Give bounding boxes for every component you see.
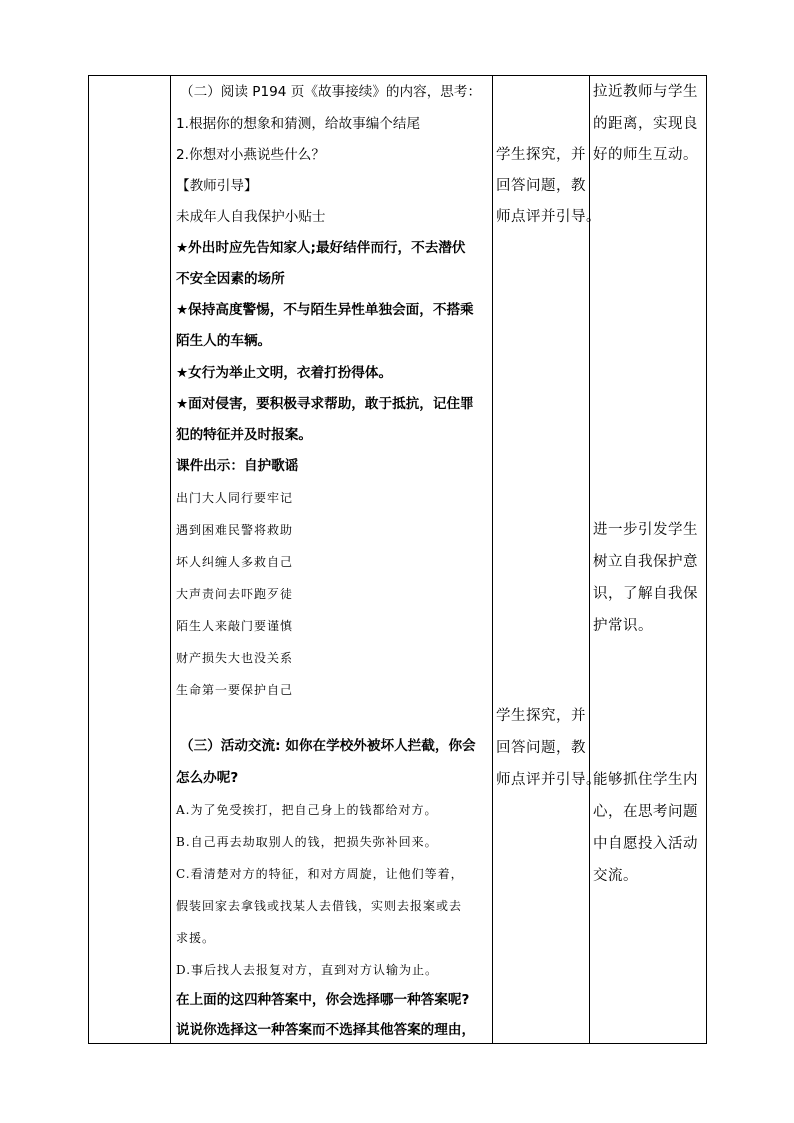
activity-line: 师点评并引导。 — [496, 772, 601, 788]
intent-line: 拉近教师与学生 — [593, 84, 698, 100]
lesson-plan-table — [88, 75, 707, 1044]
guide-label: 【教师引导】 — [176, 178, 258, 194]
option-b: B.自己再去劫取别人的钱，把损失弥补回来。 — [176, 835, 438, 849]
section3-heading-line-1: （三）活动交流: 如你在学校外被坏人拦截，你会 — [180, 738, 476, 754]
design-intent-column — [589, 76, 708, 1043]
closing-question-line-1: 在上面的这四种答案中，你会选择哪一种答案呢? — [176, 992, 470, 1008]
activity-line: 学生探究，并 — [496, 708, 586, 724]
tip-3: ★女行为举止文明，衣着打扮得体。 — [176, 365, 393, 381]
tip-2-line-1: ★保持高度警惕，不与陌生异性单独会面，不搭乘 — [176, 302, 474, 318]
tip-2-line-2: 陌生人的车辆。 — [176, 333, 272, 349]
activity-line: 学生探究，并 — [496, 147, 586, 163]
intent-line: 能够抓住学生内 — [593, 772, 698, 788]
closing-question-line-2: 说说你选择这一种答案而不选择其他答案的理由， — [176, 1022, 476, 1038]
intent-line: 进一步引发学生 — [593, 522, 698, 538]
activity-line: 回答问题，教 — [496, 178, 586, 194]
empty-column — [89, 76, 170, 1043]
tip-1-line-2: 不安全因素的场所 — [176, 271, 285, 287]
question-2: 2.你想对小燕说些什么？ — [176, 147, 325, 163]
intent-line: 心，在思考问题 — [593, 804, 698, 820]
intent-line: 中自愿投入活动 — [593, 836, 698, 852]
song-line: 出门大人同行要牢记 — [176, 491, 294, 505]
option-d: D.事后找人去报复对方，直到对方认输为止。 — [176, 963, 439, 977]
section3-heading-line-2: 怎么办呢? — [176, 770, 239, 786]
song-line: 陌生人来敲门要谨慎 — [176, 619, 294, 633]
song-line: 生命第一要保护自己 — [176, 683, 294, 697]
song-line: 财产损失大也没关系 — [176, 651, 294, 665]
tip-1-line-1: ★外出时应先告知家人;最好结伴而行，不去潜伏 — [176, 240, 466, 256]
activity-line: 师点评并引导。 — [496, 209, 601, 225]
option-a: A.为了免受挨打，把自己身上的钱都给对方。 — [176, 803, 438, 817]
question-1: 1.根据你的想象和猜测，给故事编个结尾 — [176, 116, 421, 132]
song-line: 遇到困难民警将救助 — [176, 523, 294, 537]
song-title: 课件出示：自护歌谣 — [176, 458, 299, 474]
tip-4-line-2: 犯的特征并及时报案。 — [176, 427, 312, 443]
tip-4-line-1: ★面对侵害，要积极寻求帮助，敢于抵抗，记住罪 — [176, 396, 474, 412]
song-line: 坏人纠缠人多救自己 — [176, 555, 294, 569]
intent-line: 护常识。 — [593, 618, 653, 634]
intent-line: 识，了解自我保 — [593, 586, 698, 602]
option-c-line-3: 求援。 — [176, 931, 216, 945]
option-c-line-1: C.看清楚对方的特征，和对方周旋，让他们等着， — [176, 867, 464, 881]
section2-heading: （二）阅读 P194 页《故事接续》的内容，思考： — [180, 84, 482, 100]
student-activity-column — [492, 76, 601, 1043]
tips-title: 未成年人自我保护小贴士 — [176, 209, 326, 225]
intent-line: 的距离，实现良 — [593, 116, 698, 132]
intent-line: 树立自我保护意 — [593, 554, 698, 570]
intent-line: 交流。 — [593, 868, 638, 884]
intent-line: 好的师生互动。 — [593, 147, 698, 163]
teaching-content-column — [170, 76, 492, 1043]
option-c-line-2: 假装回家去拿钱或找某人去借钱，实则去报案或去 — [176, 899, 463, 913]
activity-line: 回答问题，教 — [496, 740, 586, 756]
song-line: 大声责问去吓跑歹徒 — [176, 587, 294, 601]
